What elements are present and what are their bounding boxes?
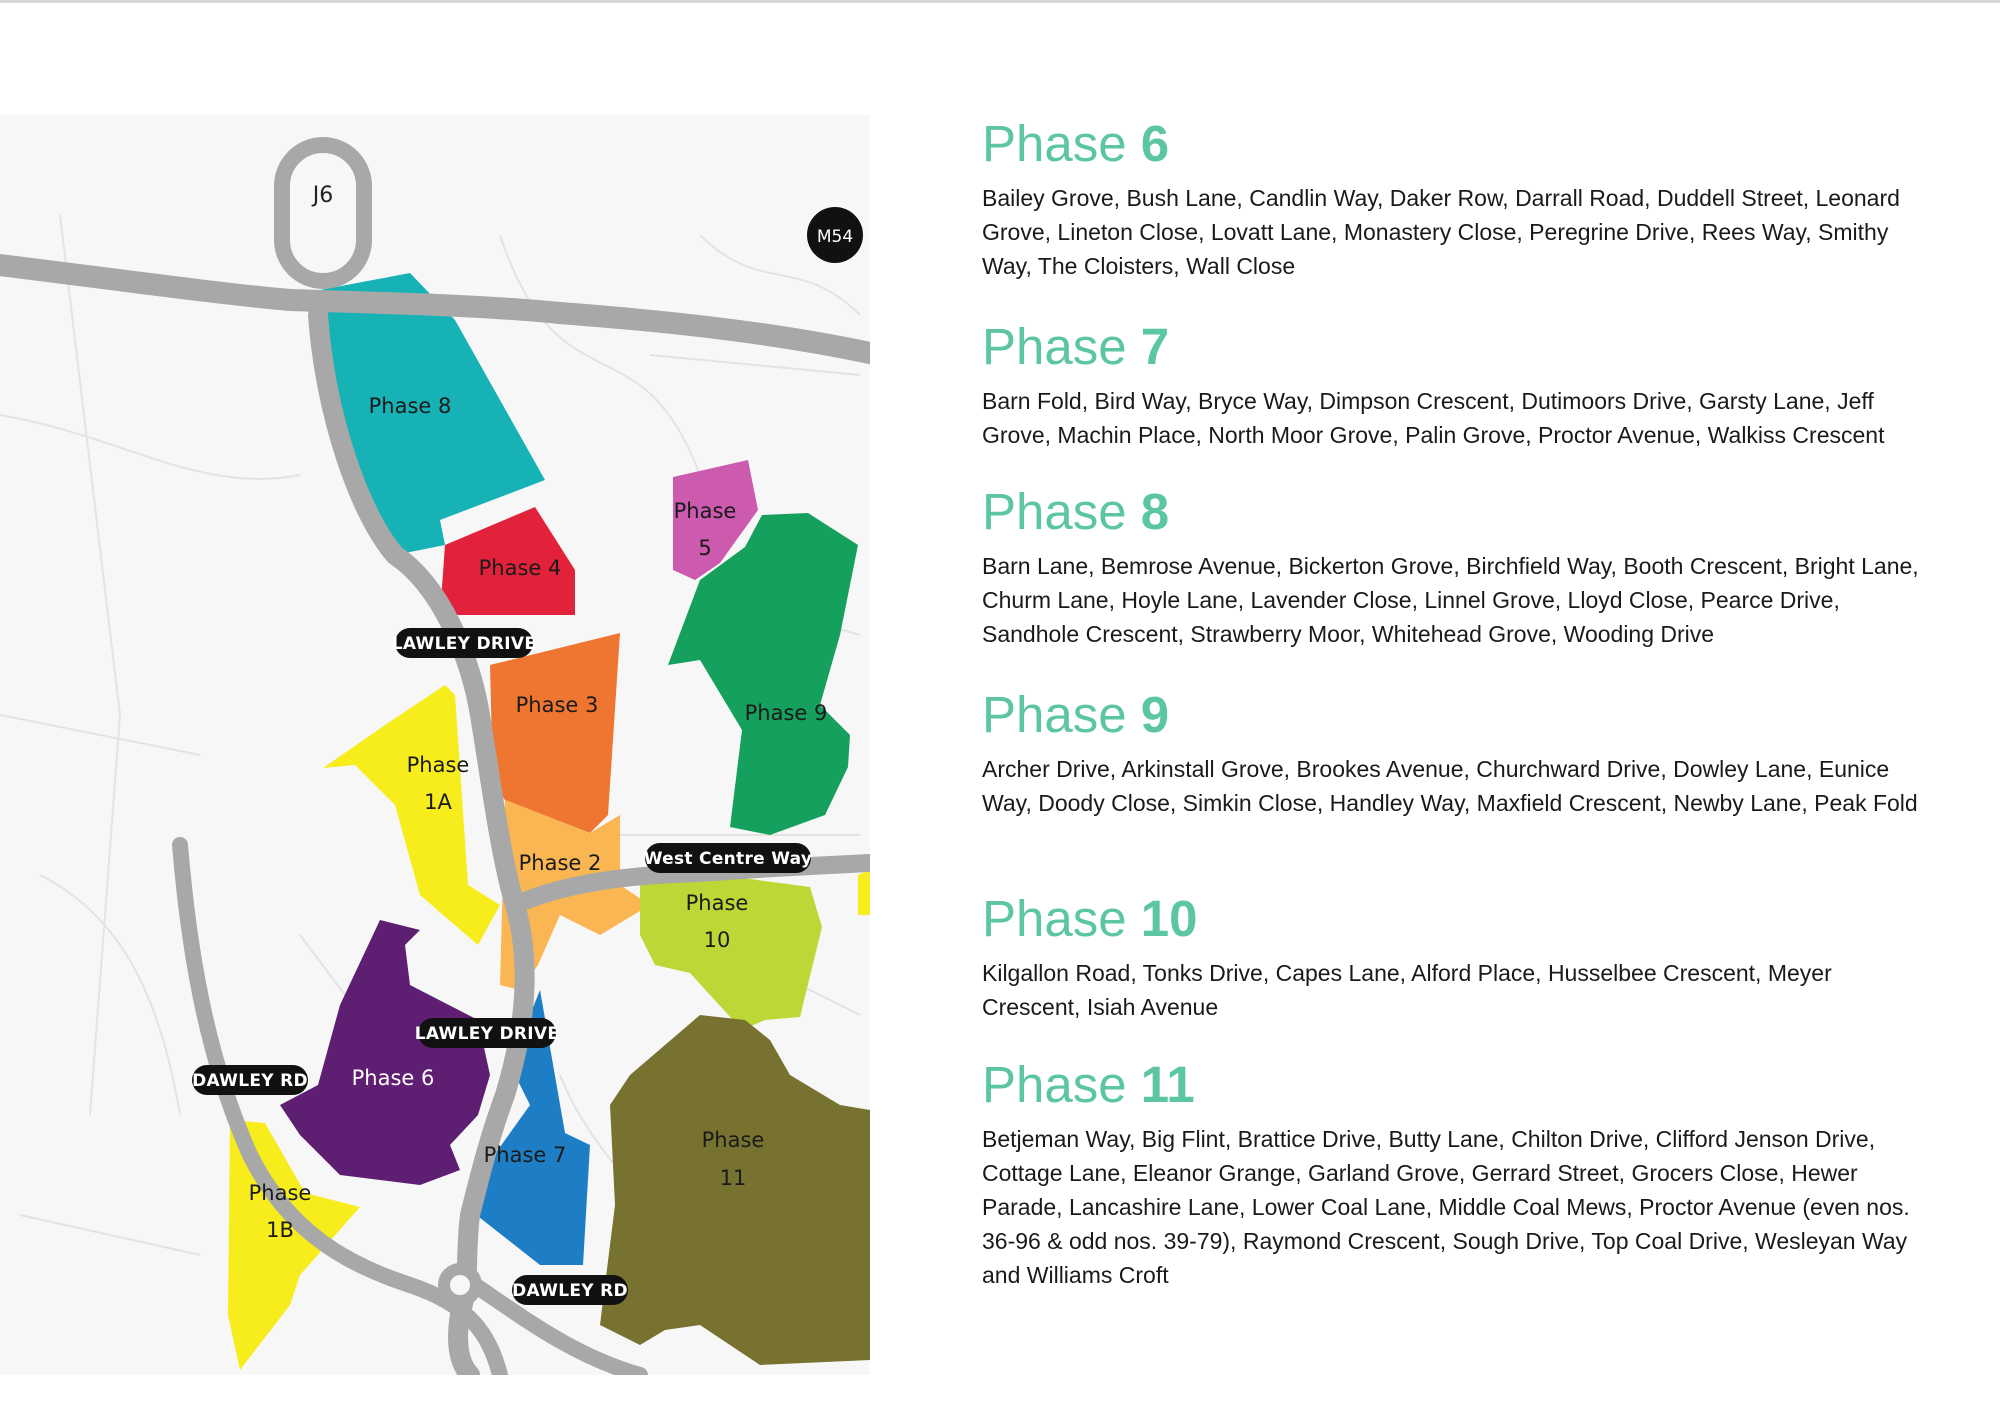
phase-6-heading [982, 115, 1930, 172]
phase-9-streets: Archer Drive, Arkinstall Grove, Brookes Avenue, Churchward Drive, Dowley Lane, Eunice Way, Doody Close, Simkin Close, Handley Way, Maxfield Crescent, Newby Lane, Peak Fold [982, 756, 1918, 816]
top-divider [0, 0, 2000, 3]
label-phase-4: Phase 4 [478, 556, 562, 580]
label-phase-11-line1: Phase [701, 1128, 765, 1152]
road-tag-lawley-drive-south [415, 1018, 560, 1048]
phase-word: Phase [982, 890, 1127, 947]
label-phase-10-line1: Phase [685, 891, 749, 915]
label-phase-2: Phase 2 [518, 851, 602, 875]
phase-10-heading [982, 890, 1930, 947]
label-phase-1a-line1: Phase [406, 753, 470, 777]
phase-10-streets: Kilgallon Road, Tonks Drive, Capes Lane, Alford Place, Husselbee Crescent, Meyer Crescent, Isiah Avenue [982, 960, 1832, 1020]
label-phase-1a-line2: 1A [424, 790, 452, 814]
phase-6-block [982, 115, 1930, 321]
phase-number: 10 [1140, 890, 1198, 947]
label-phase-3: Phase 3 [515, 693, 599, 717]
road-tag-west-centre-way [644, 843, 813, 873]
phase-7-streets: Barn Fold, Bird Way, Bryce Way, Dimpson Crescent, Dutimoors Drive, Garsty Lane, Jeff Grove, Machin Place, North Moor Grove, Palin Grove, Proctor Avenue, Walkiss Crescent [982, 388, 1885, 448]
m54-label: M54 [816, 227, 854, 247]
phase-number: 7 [1140, 318, 1170, 375]
zone-phase-10-east [858, 870, 870, 915]
phase-9-block [982, 686, 1930, 893]
label-phase-8: Phase 8 [368, 394, 452, 418]
label-phase-1b-line2: 1B [266, 1218, 294, 1242]
road-tag-dawley-rd-west [192, 1065, 308, 1095]
phase-6-streets: Bailey Grove, Bush Lane, Candlin Way, Daker Row, Darrall Road, Duddell Street, Leonard Grove, Lineton Close, Lovatt Lane, Monastery Close, Peregrine Drive, Rees Way, Smithy Way, The Cloisters, Wall Close [982, 185, 1900, 279]
label-phase-1b-line1: Phase [248, 1181, 312, 1205]
phase-word: Phase [982, 483, 1127, 540]
phase-7-block [982, 318, 1930, 486]
phase-word: Phase [982, 318, 1127, 375]
road-tag-lawley-drive-north [392, 628, 537, 658]
label-phase-9: Phase 9 [744, 701, 828, 725]
road-tag-text: LAWLEY DRIVE [414, 1024, 560, 1044]
label-phase-5-line2: 5 [698, 536, 712, 560]
j6-junction-loop [282, 145, 364, 281]
map-canvas [0, 115, 870, 1375]
phase-number: 11 [1140, 1056, 1195, 1113]
road-tag-text: West Centre Way [643, 849, 813, 869]
roundabout [444, 1269, 476, 1301]
label-phase-11-line2: 11 [719, 1166, 747, 1190]
phase-word: Phase [982, 1056, 1127, 1113]
road-tag-dawley-rd-south [512, 1275, 628, 1305]
phase-8-heading [982, 483, 1930, 540]
phase-number: 6 [1140, 115, 1170, 172]
phase-9-heading [982, 686, 1930, 743]
phase-word: Phase [982, 686, 1127, 743]
label-phase-5-line1: Phase [673, 499, 737, 523]
phase-7-heading [982, 318, 1930, 375]
j6-label: J6 [312, 183, 334, 208]
phase-11-heading [982, 1056, 1930, 1113]
site-map [0, 115, 870, 1375]
phase-8-streets: Barn Lane, Bemrose Avenue, Bickerton Grove, Birchfield Way, Booth Crescent, Bright Lane, Churm Lane, Hoyle Lane, Lavender Close, Linnel Grove, Lloyd Close, Pearce Drive, Sandhole Crescent, Strawberry Moor, Whitehead Grove, Wooding Drive [982, 553, 1919, 647]
road-tag-text: DAWLEY RD [512, 1281, 628, 1301]
phase-street-list [982, 115, 1930, 1292]
phase-number: 8 [1140, 483, 1170, 540]
phase-number: 9 [1140, 686, 1170, 743]
phase-11-streets: Betjeman Way, Big Flint, Brattice Drive, Butty Lane, Chilton Drive, Clifford Jenson Drive, Cottage Lane, Eleanor Grange, Garland Grove, Gerrard Street, Grocers Close, Hewer Parade, Lancashire Lane, Lower Coal Lane, Middle Coal Mews, Proctor Avenue (even nos. 36-96 & odd nos. 39-79), Raymond Crescent, Sough Drive, Top Coal Drive, Wesleyan Way and Williams Croft [982, 1126, 1910, 1288]
road-tag-text: LAWLEY DRIVE [391, 634, 537, 654]
road-tag-text: DAWLEY RD [192, 1071, 308, 1091]
phase-11-block [982, 1056, 1930, 1292]
phase-word: Phase [982, 115, 1127, 172]
label-phase-7: Phase 7 [483, 1143, 567, 1167]
phase-8-block [982, 483, 1930, 689]
label-phase-10-line2: 10 [703, 928, 731, 952]
label-phase-6: Phase 6 [351, 1066, 435, 1090]
phase-10-block [982, 890, 1930, 1059]
